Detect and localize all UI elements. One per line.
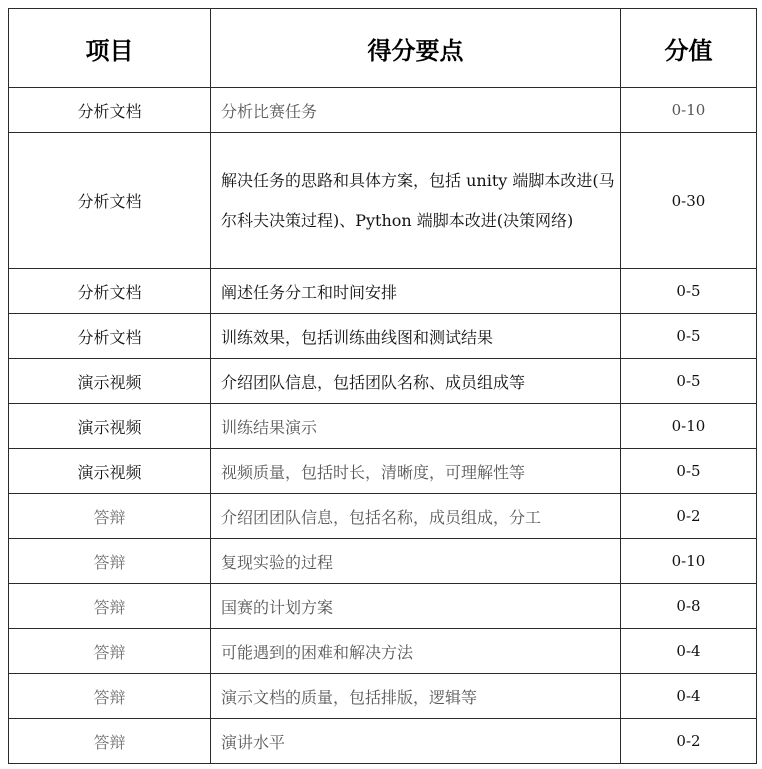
row-points: 训练效果，包括训练曲线图和测试结果 [211, 314, 621, 359]
row-item: 答辩 [9, 629, 211, 674]
table-row [9, 584, 757, 629]
row-item: 答辩 [9, 719, 211, 764]
row-item: 答辩 [9, 494, 211, 539]
row-score: 0-8 [621, 584, 757, 629]
row-score: 0-5 [621, 314, 757, 359]
table-row [9, 674, 757, 719]
row-points: 分析比赛任务 [211, 88, 621, 133]
row-points: 介绍团团队信息，包括名称，成员组成，分工 [211, 494, 621, 539]
row-points: 解决任务的思路和具体方案，包括 unity 端脚本改进(马尔科夫决策过程)、Python 端脚本改进(决策网络) [211, 133, 621, 269]
row-points: 介绍团队信息，包括团队名称、成员组成等 [211, 359, 621, 404]
table-row [9, 494, 757, 539]
row-item: 答辩 [9, 674, 211, 719]
row-points: 复现实验的过程 [211, 539, 621, 584]
table-row [9, 359, 757, 404]
row-points: 演示文档的质量，包括排版，逻辑等 [211, 674, 621, 719]
row-score: 0-30 [621, 133, 757, 269]
row-points: 训练结果演示 [211, 404, 621, 449]
row-score: 0-10 [621, 404, 757, 449]
row-score: 0-2 [621, 494, 757, 539]
table-row [9, 629, 757, 674]
header-item: 项目 [9, 9, 211, 88]
row-score: 0-10 [621, 88, 757, 133]
row-item: 答辩 [9, 584, 211, 629]
row-item: 答辩 [9, 539, 211, 584]
row-score: 0-5 [621, 269, 757, 314]
row-points: 国赛的计划方案 [211, 584, 621, 629]
row-score: 0-5 [621, 359, 757, 404]
row-item: 分析文档 [9, 88, 211, 133]
table-row [9, 449, 757, 494]
table-row [9, 719, 757, 764]
row-points: 视频质量，包括时长，清晰度，可理解性等 [211, 449, 621, 494]
scoring-table [8, 8, 757, 764]
header-row [9, 9, 757, 88]
row-item: 演示视频 [9, 449, 211, 494]
row-item: 演示视频 [9, 404, 211, 449]
row-score: 0-4 [621, 629, 757, 674]
table-row [9, 269, 757, 314]
row-score: 0-10 [621, 539, 757, 584]
row-item: 分析文档 [9, 133, 211, 269]
header-score: 分值 [621, 9, 757, 88]
row-item: 分析文档 [9, 314, 211, 359]
table-row [9, 404, 757, 449]
row-points: 可能遇到的困难和解决方法 [211, 629, 621, 674]
row-score: 0-4 [621, 674, 757, 719]
row-points: 阐述任务分工和时间安排 [211, 269, 621, 314]
header-points: 得分要点 [211, 9, 621, 88]
row-item: 演示视频 [9, 359, 211, 404]
table-row [9, 88, 757, 133]
row-points: 演讲水平 [211, 719, 621, 764]
table-row [9, 133, 757, 269]
table-row [9, 314, 757, 359]
row-item: 分析文档 [9, 269, 211, 314]
row-score: 0-5 [621, 449, 757, 494]
table-row [9, 539, 757, 584]
row-score: 0-2 [621, 719, 757, 764]
